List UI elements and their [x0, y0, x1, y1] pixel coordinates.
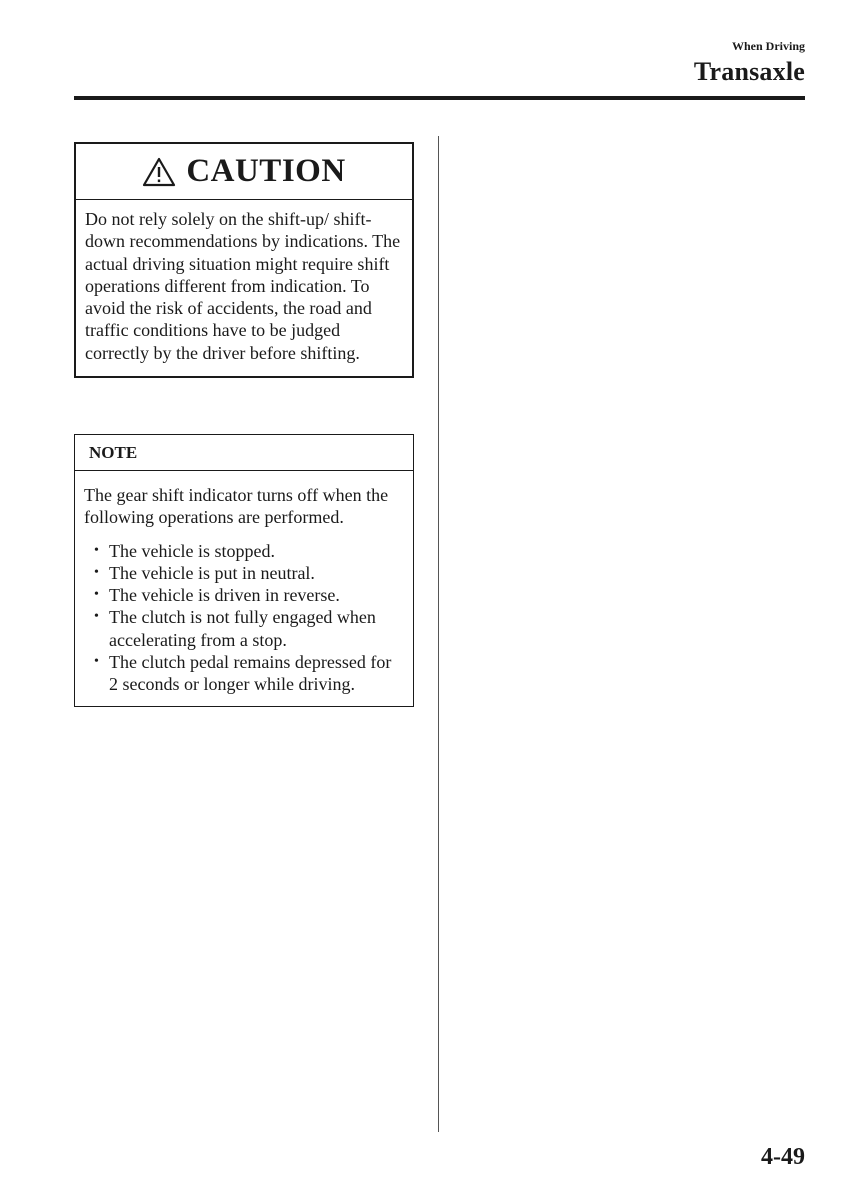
header-divider: [74, 96, 805, 100]
page-title: Transaxle: [693, 57, 805, 86]
list-item-text: The vehicle is stopped.: [109, 540, 275, 561]
list-item-text: The vehicle is put in neutral.: [109, 562, 315, 583]
note-box: [74, 434, 414, 707]
list-item: [84, 562, 404, 584]
note-body: [75, 471, 413, 706]
note-title: NOTE: [75, 435, 413, 471]
page-number: 4-49: [761, 1144, 805, 1170]
caution-header: [76, 144, 412, 200]
column-divider: [438, 136, 439, 1132]
list-item: [84, 540, 404, 562]
note-intro: The gear shift indicator turns off when the following operations are performed.: [84, 485, 389, 528]
list-item: [84, 606, 404, 651]
note-list: [84, 540, 404, 696]
list-item-text: The clutch is not fully engaged when accelerating from a stop.: [109, 607, 376, 650]
list-item-text: The vehicle is driven in reverse.: [109, 585, 340, 606]
caution-box: [74, 142, 414, 378]
list-item-text: The clutch pedal remains depressed for 2 seconds or longer while driving.: [109, 652, 392, 695]
warning-triangle-icon: [142, 157, 176, 187]
caution-title: CAUTION: [186, 153, 346, 189]
bullet: •: [94, 542, 99, 558]
bullet: •: [94, 587, 99, 603]
list-item: [84, 651, 404, 696]
caution-text: Do not rely solely on the shift-up/ shift-down recommendations by indications. The actual driving situation might require shift operations different from indication. To avoid the risk of accidents, the road and traffic conditions have to be judged correctly by the driver before shifting.: [85, 209, 401, 363]
list-item: [84, 584, 404, 606]
bullet: •: [94, 654, 99, 670]
section-label: When Driving: [731, 39, 805, 53]
bullet: •: [94, 564, 99, 580]
bullet: •: [94, 609, 99, 625]
